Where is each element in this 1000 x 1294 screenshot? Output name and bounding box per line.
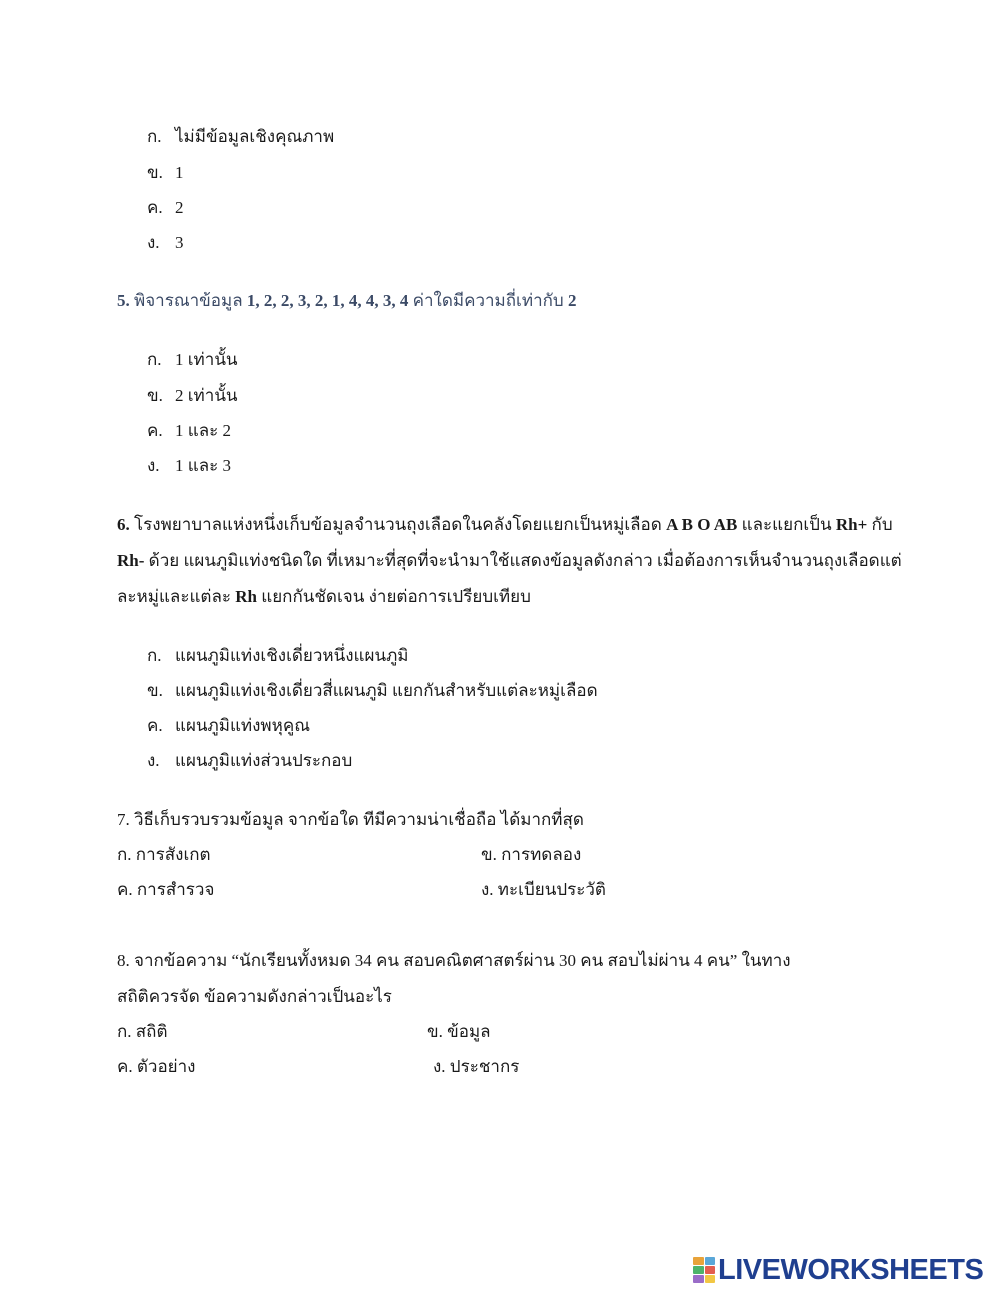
q6-text: ละหมู่และแต่ละ [117, 587, 236, 606]
q5-text-b: ค่าใดมีความถี่เท่ากับ [408, 291, 568, 310]
option-label: ข. [147, 681, 163, 700]
option-label: ค. [147, 716, 163, 735]
logo-mark-tile [705, 1266, 716, 1274]
q6-question-line-3 [117, 588, 531, 605]
q6-blood-groups: A B O AB [666, 515, 738, 534]
q7-option-d: ง. ทะเบียนประวัติ [481, 880, 606, 899]
q6-option-c [147, 717, 310, 734]
q6-text: โรงพยาบาลแห่งหนึ่งเก็บข้อมูลจำนวนถุงเลือดในคลังโดยแยกเป็นหมู่เลือด [129, 515, 667, 534]
option-text: 1 [175, 163, 184, 182]
q5-text-a: พิจารณาข้อมูล [129, 291, 247, 310]
q4-option-c [147, 199, 184, 216]
q6-text: กับ [867, 515, 893, 534]
option-text: 2 เท่านั้น [175, 386, 238, 405]
option-text: ไม่มีข้อมูลเชิงคุณภาพ [175, 127, 335, 146]
logo-mark-icon [693, 1257, 715, 1283]
q4-option-a [147, 128, 334, 145]
q8-option-a: ก. สถิติ [117, 1022, 168, 1041]
q6-text: ด้วย แผนภูมิแท่งชนิดใด ที่เหมาะที่สุดที่จะนำมาใช้แสดงข้อมูลดังกล่าว เมื่อต้องการเห็นจำนวนถุงเลือดแต่ [144, 551, 902, 570]
option-text: 1 และ 3 [175, 456, 232, 475]
option-text: 1 และ 2 [175, 421, 232, 440]
q6-text: และแยกเป็น [737, 515, 836, 534]
option-label: ข. [147, 163, 163, 182]
logo-mark-tile [693, 1266, 704, 1274]
q6-number: 6. [117, 515, 130, 534]
option-label: ก. [147, 127, 162, 146]
q8-option-c: ค. ตัวอย่าง [117, 1057, 196, 1076]
option-label: ก. [147, 350, 162, 369]
q6-question-line-1 [117, 516, 893, 533]
q6-rh: Rh [235, 587, 257, 606]
option-label: ข. [147, 386, 163, 405]
option-text: แผนภูมิแท่งพหุคูณ [175, 716, 310, 735]
q7-option-a: ก. การสังเกต [117, 845, 211, 864]
q6-rh-negative: Rh- [117, 551, 145, 570]
q8-question-line-1: 8. จากข้อความ “นักเรียนทั้งหมด 34 คน สอบคณิตศาสตร์ผ่าน 30 คน สอบไม่ผ่าน 4 คน” ในทาง [117, 951, 791, 970]
q5-option-c [147, 422, 231, 439]
q8-option-b: ข. ข้อมูล [427, 1022, 491, 1041]
q5-target: 2 [567, 291, 577, 310]
q6-option-a [147, 647, 409, 664]
option-label: ค. [147, 198, 163, 217]
option-text: แผนภูมิแท่งส่วนประกอบ [175, 751, 353, 770]
logo-text: LIVEWORKSHEETS [718, 1253, 984, 1286]
q4-option-d [147, 234, 184, 251]
q7-question: 7. วิธีเก็บรวบรวมข้อมูล จากข้อใด ทีมีความน่าเชื่อถือ ได้มากที่สุด [117, 810, 584, 829]
option-text: แผนภูมิแท่งเชิงเดี่ยวสี่แผนภูมิ แยกกันสำหรับแต่ละหมู่เลือด [175, 681, 598, 700]
option-text: 1 เท่านั้น [175, 350, 238, 369]
q5-option-b [147, 387, 238, 404]
option-text: 3 [175, 233, 184, 252]
q6-text: แยกกันชัดเจน ง่ายต่อการเปรียบเทียบ [257, 587, 531, 606]
q8-option-d: ง. ประชากร [433, 1057, 520, 1076]
option-text: แผนภูมิแท่งเชิงเดี่ยวหนึ่งแผนภูมิ [175, 646, 409, 665]
q8-question-line-2: สถิติควรจัด ข้อความดังกล่าวเป็นอะไร [117, 987, 392, 1006]
option-label: ง. [147, 456, 160, 475]
logo-mark-tile [693, 1275, 704, 1283]
q4-option-b [147, 164, 184, 181]
q6-option-d [147, 752, 352, 769]
logo-mark-tile [693, 1257, 704, 1265]
option-label: ก. [147, 646, 162, 665]
q5-question [117, 292, 576, 309]
q6-rh-positive: Rh+ [835, 515, 868, 534]
q6-option-b [147, 682, 598, 699]
option-label: ง. [147, 751, 160, 770]
q5-option-a [147, 351, 238, 368]
q7-option-c: ค. การสำรวจ [117, 880, 215, 899]
q6-question-line-2 [117, 552, 902, 569]
q5-number: 5. [117, 291, 130, 310]
option-label: ค. [147, 421, 163, 440]
logo-mark-tile [705, 1257, 716, 1265]
liveworksheets-logo [693, 1255, 983, 1285]
option-text: 2 [175, 198, 184, 217]
logo-mark-tile [705, 1275, 716, 1283]
q5-option-d [147, 457, 231, 474]
q5-data-values: 1, 2, 2, 3, 2, 1, 4, 4, 3, 4 [246, 291, 409, 310]
q7-option-b: ข. การทดลอง [481, 845, 582, 864]
option-label: ง. [147, 233, 160, 252]
